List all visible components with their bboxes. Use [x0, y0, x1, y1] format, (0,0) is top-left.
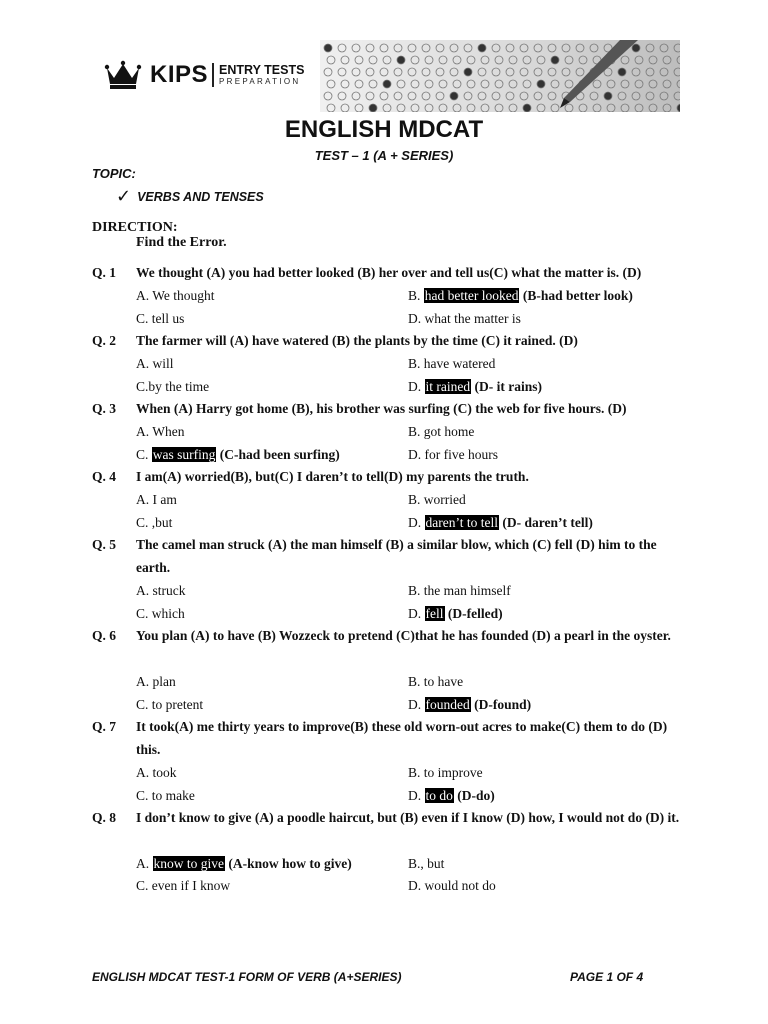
option-text: I am — [152, 492, 177, 507]
highlighted-error: was surfing — [152, 447, 216, 462]
option-letter: D. — [408, 878, 425, 893]
answer-option — [136, 788, 195, 804]
page-number: PAGE 1 OF 4 — [570, 970, 644, 984]
option-text: , but — [420, 856, 445, 871]
answer-option — [408, 583, 511, 599]
answer-option — [136, 288, 215, 304]
answer-option — [408, 492, 466, 508]
answer-option — [408, 856, 444, 872]
option-letter: A. — [136, 424, 153, 439]
answer-sheet-photo — [320, 40, 680, 112]
answer-option — [136, 856, 352, 872]
answer-option — [408, 765, 483, 781]
option-letter: B. — [408, 356, 424, 371]
answer-option — [136, 356, 174, 372]
option-letter: B. — [408, 674, 424, 689]
option-letter: A. — [136, 856, 153, 871]
option-letter: B. — [408, 424, 424, 439]
highlighted-error: fell — [425, 606, 444, 621]
option-letter: B. — [408, 492, 424, 507]
question-number: Q. 2 — [92, 333, 117, 348]
answer-option — [136, 765, 177, 781]
question-number: Q. 7 — [92, 719, 117, 734]
option-letter: C. — [136, 379, 149, 394]
correction-text: (B-had better look) — [519, 288, 633, 303]
correction-text: (D- daren’t tell) — [498, 515, 593, 530]
highlighted-error: it rained — [425, 379, 471, 394]
correction-text: (A-know how to give) — [225, 856, 352, 871]
option-letter: A. — [136, 765, 153, 780]
answer-option — [136, 447, 340, 463]
option-letter: D. — [408, 515, 425, 530]
option-text: took — [152, 765, 177, 780]
option-text: would not do — [424, 878, 496, 893]
highlighted-error: had better looked — [424, 288, 519, 303]
option-text: When — [152, 424, 185, 439]
answer-option — [408, 447, 498, 463]
question-number: Q. 5 — [92, 537, 117, 552]
option-text: the man himself — [423, 583, 511, 598]
brand-name: KIPS — [150, 61, 209, 88]
question-text: The camel man struck (A) the man himself (B) a similar blow, which (C) fell (D) him to the earth. — [136, 537, 657, 575]
option-text: which — [151, 606, 185, 621]
answer-option — [136, 878, 230, 894]
question-text: You plan (A) to have (B) Wozzeck to pretend (C)that he has founded (D) a pearl in the oyster. — [136, 628, 671, 643]
option-letter: A. — [136, 492, 153, 507]
highlighted-error: to do — [425, 788, 453, 803]
option-text: even if I know — [151, 878, 231, 893]
option-text: will — [152, 356, 174, 371]
answer-option — [136, 674, 176, 690]
answer-option — [408, 379, 542, 395]
option-letter: C. — [136, 447, 152, 462]
option-letter: A. — [136, 356, 153, 371]
option-letter: A. — [136, 288, 153, 303]
crown-icon — [104, 60, 142, 90]
option-text: ,but — [151, 515, 173, 530]
question-text: The farmer will (A) have watered (B) the plants by the time (C) it rained. (D) — [136, 333, 578, 348]
topic-text: VERBS AND TENSES — [137, 189, 264, 204]
option-text: to pretent — [151, 697, 204, 712]
option-text: got home — [423, 424, 475, 439]
question-text: I am(A) worried(B), but(C) I daren’t to tell(D) my parents the truth. — [136, 469, 529, 484]
option-letter: B. — [408, 288, 424, 303]
correction-text: (D-do) — [453, 788, 495, 803]
check-icon: ✓ — [116, 186, 132, 207]
option-letter: A. — [136, 583, 153, 598]
page-title: ENGLISH MDCAT — [284, 116, 484, 143]
option-text: tell us — [151, 311, 185, 326]
question-number: Q. 4 — [92, 469, 117, 484]
question-number: Q. 6 — [92, 628, 117, 643]
answer-option — [136, 697, 203, 713]
option-letter: A. — [136, 674, 153, 689]
answer-option — [408, 788, 495, 804]
question-number: Q. 1 — [92, 265, 117, 280]
answer-option — [408, 878, 496, 894]
answer-option — [136, 311, 184, 327]
correction-text: (D-found) — [470, 697, 532, 712]
brand-line-2: PREPARATION — [219, 77, 301, 87]
option-text: to make — [151, 788, 195, 803]
direction-text: Find the Error. — [136, 235, 227, 250]
correction-text: (C-had been surfing) — [216, 447, 340, 462]
option-letter: D. — [408, 606, 425, 621]
highlighted-error: daren’t to tell — [425, 515, 498, 530]
option-letter: C. — [136, 606, 152, 621]
answer-option — [136, 583, 186, 599]
answer-option — [408, 356, 495, 372]
option-letter: D. — [408, 379, 425, 394]
highlighted-error: founded — [425, 697, 470, 712]
answer-option — [408, 697, 531, 713]
question-number: Q. 8 — [92, 810, 117, 825]
option-text: to improve — [423, 765, 483, 780]
direction-label: DIRECTION: — [92, 220, 178, 235]
brand-subtitle — [219, 64, 304, 87]
option-text: We thought — [152, 288, 215, 303]
answer-option — [136, 492, 177, 508]
question-number: Q. 3 — [92, 401, 117, 416]
answer-option — [408, 424, 474, 440]
option-letter: D. — [408, 697, 425, 712]
option-letter: D. — [408, 311, 425, 326]
answer-option — [136, 606, 185, 622]
logo-divider — [212, 63, 214, 87]
option-letter: B. — [408, 765, 424, 780]
answer-option — [408, 674, 463, 690]
question-text: I don’t know to give (A) a poodle haircut, but (B) even if I know (D) how, I would not do (D) it. — [136, 810, 680, 825]
option-text: worried — [423, 492, 466, 507]
question-text: It took(A) me thirty years to improve(B) these old worn-out acres to make(C) them to do (D) this. — [136, 719, 668, 757]
option-letter: C. — [136, 788, 152, 803]
option-text: have watered — [423, 356, 496, 371]
answer-option — [408, 606, 503, 622]
test-subtitle: TEST – 1 (A + SERIES) — [314, 148, 454, 163]
brand-line-1: ENTRY TESTS — [219, 62, 305, 77]
highlighted-error: know to give — [153, 856, 224, 871]
option-letter: C. — [136, 515, 152, 530]
question-text: When (A) Harry got home (B), his brother was surfing (C) the web for five hours. (D) — [136, 401, 627, 416]
answer-option — [136, 424, 185, 440]
option-text: for five hours — [424, 447, 498, 462]
option-text: by the time — [148, 379, 210, 394]
topic-item — [116, 186, 264, 207]
answer-option — [408, 515, 593, 531]
option-letter: B. — [408, 583, 424, 598]
answer-option — [136, 379, 209, 395]
option-text: struck — [152, 583, 186, 598]
correction-text: (D-felled) — [444, 606, 503, 621]
option-letter: B. — [408, 856, 421, 871]
option-letter: C. — [136, 697, 152, 712]
footer-title: ENGLISH MDCAT TEST-1 FORM OF VERB (A+SERIES) — [92, 970, 402, 984]
answer-option — [408, 288, 633, 304]
answer-option — [408, 311, 521, 327]
option-letter: D. — [408, 447, 425, 462]
option-letter: D. — [408, 788, 425, 803]
option-text: plan — [152, 674, 176, 689]
option-text: what the matter is — [424, 311, 521, 326]
question-text: We thought (A) you had better looked (B) her over and tell us(C) what the matter is. (D) — [136, 265, 642, 280]
option-text: to have — [423, 674, 464, 689]
answer-option — [136, 515, 172, 531]
topic-label: TOPIC: — [92, 166, 136, 181]
kips-logo — [104, 58, 304, 92]
option-letter: C. — [136, 311, 152, 326]
option-letter: C. — [136, 878, 152, 893]
correction-text: (D- it rains) — [471, 379, 542, 394]
